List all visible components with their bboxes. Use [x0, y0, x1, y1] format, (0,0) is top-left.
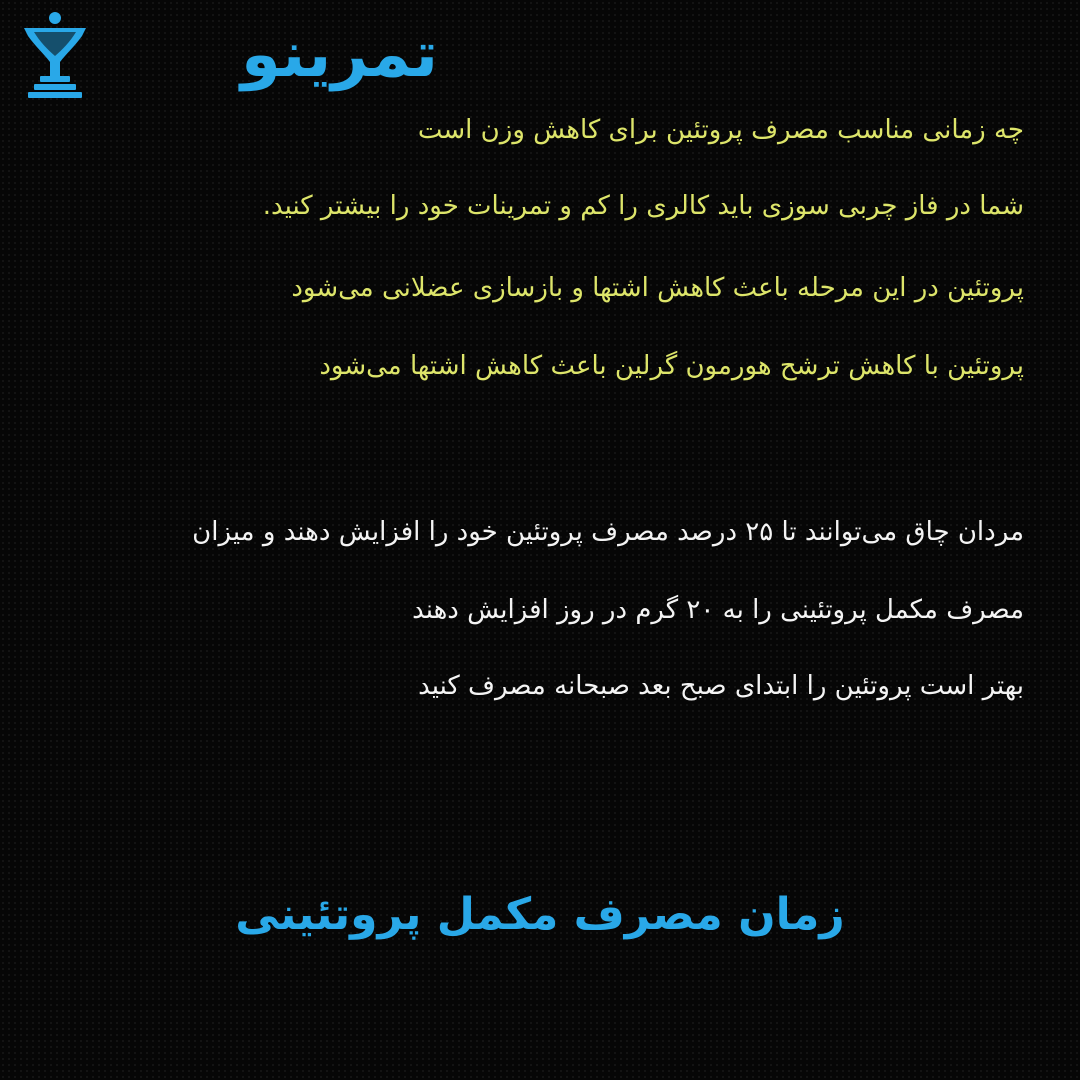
trophy-icon: [20, 10, 90, 100]
body-line-2: مصرف مکمل پروتئینی را به ۲۰ گرم در روز افزایش دهند: [412, 595, 1024, 625]
body-line-1: مردان چاق می‌توانند تا ۲۵ درصد مصرف پروتئین خود را افزایش دهند و میزان: [192, 517, 1024, 547]
body-line-3: بهتر است پروتئین را ابتدای صبح بعد صبحانه مصرف کنید: [418, 671, 1024, 701]
intro-line-2: شما در فاز چربی سوزی باید کالری را کم و تمرینات خود را بیشتر کنید.: [262, 191, 1024, 221]
brand-logo: [20, 10, 440, 100]
intro-line-3: پروتئین در این مرحله باعث کاهش اشتها و بازسازی عضلانی می‌شود: [291, 273, 1024, 303]
brand-name: تمرینو: [240, 18, 438, 92]
intro-line-4: پروتئین با کاهش ترشح هورمون گرلین باعث کاهش اشتها می‌شود: [319, 351, 1024, 381]
footer-title: زمان مصرف مکمل پروتئینی: [235, 889, 845, 940]
intro-line-1: چه زمانی مناسب مصرف پروتئین برای کاهش وزن است: [417, 115, 1024, 145]
